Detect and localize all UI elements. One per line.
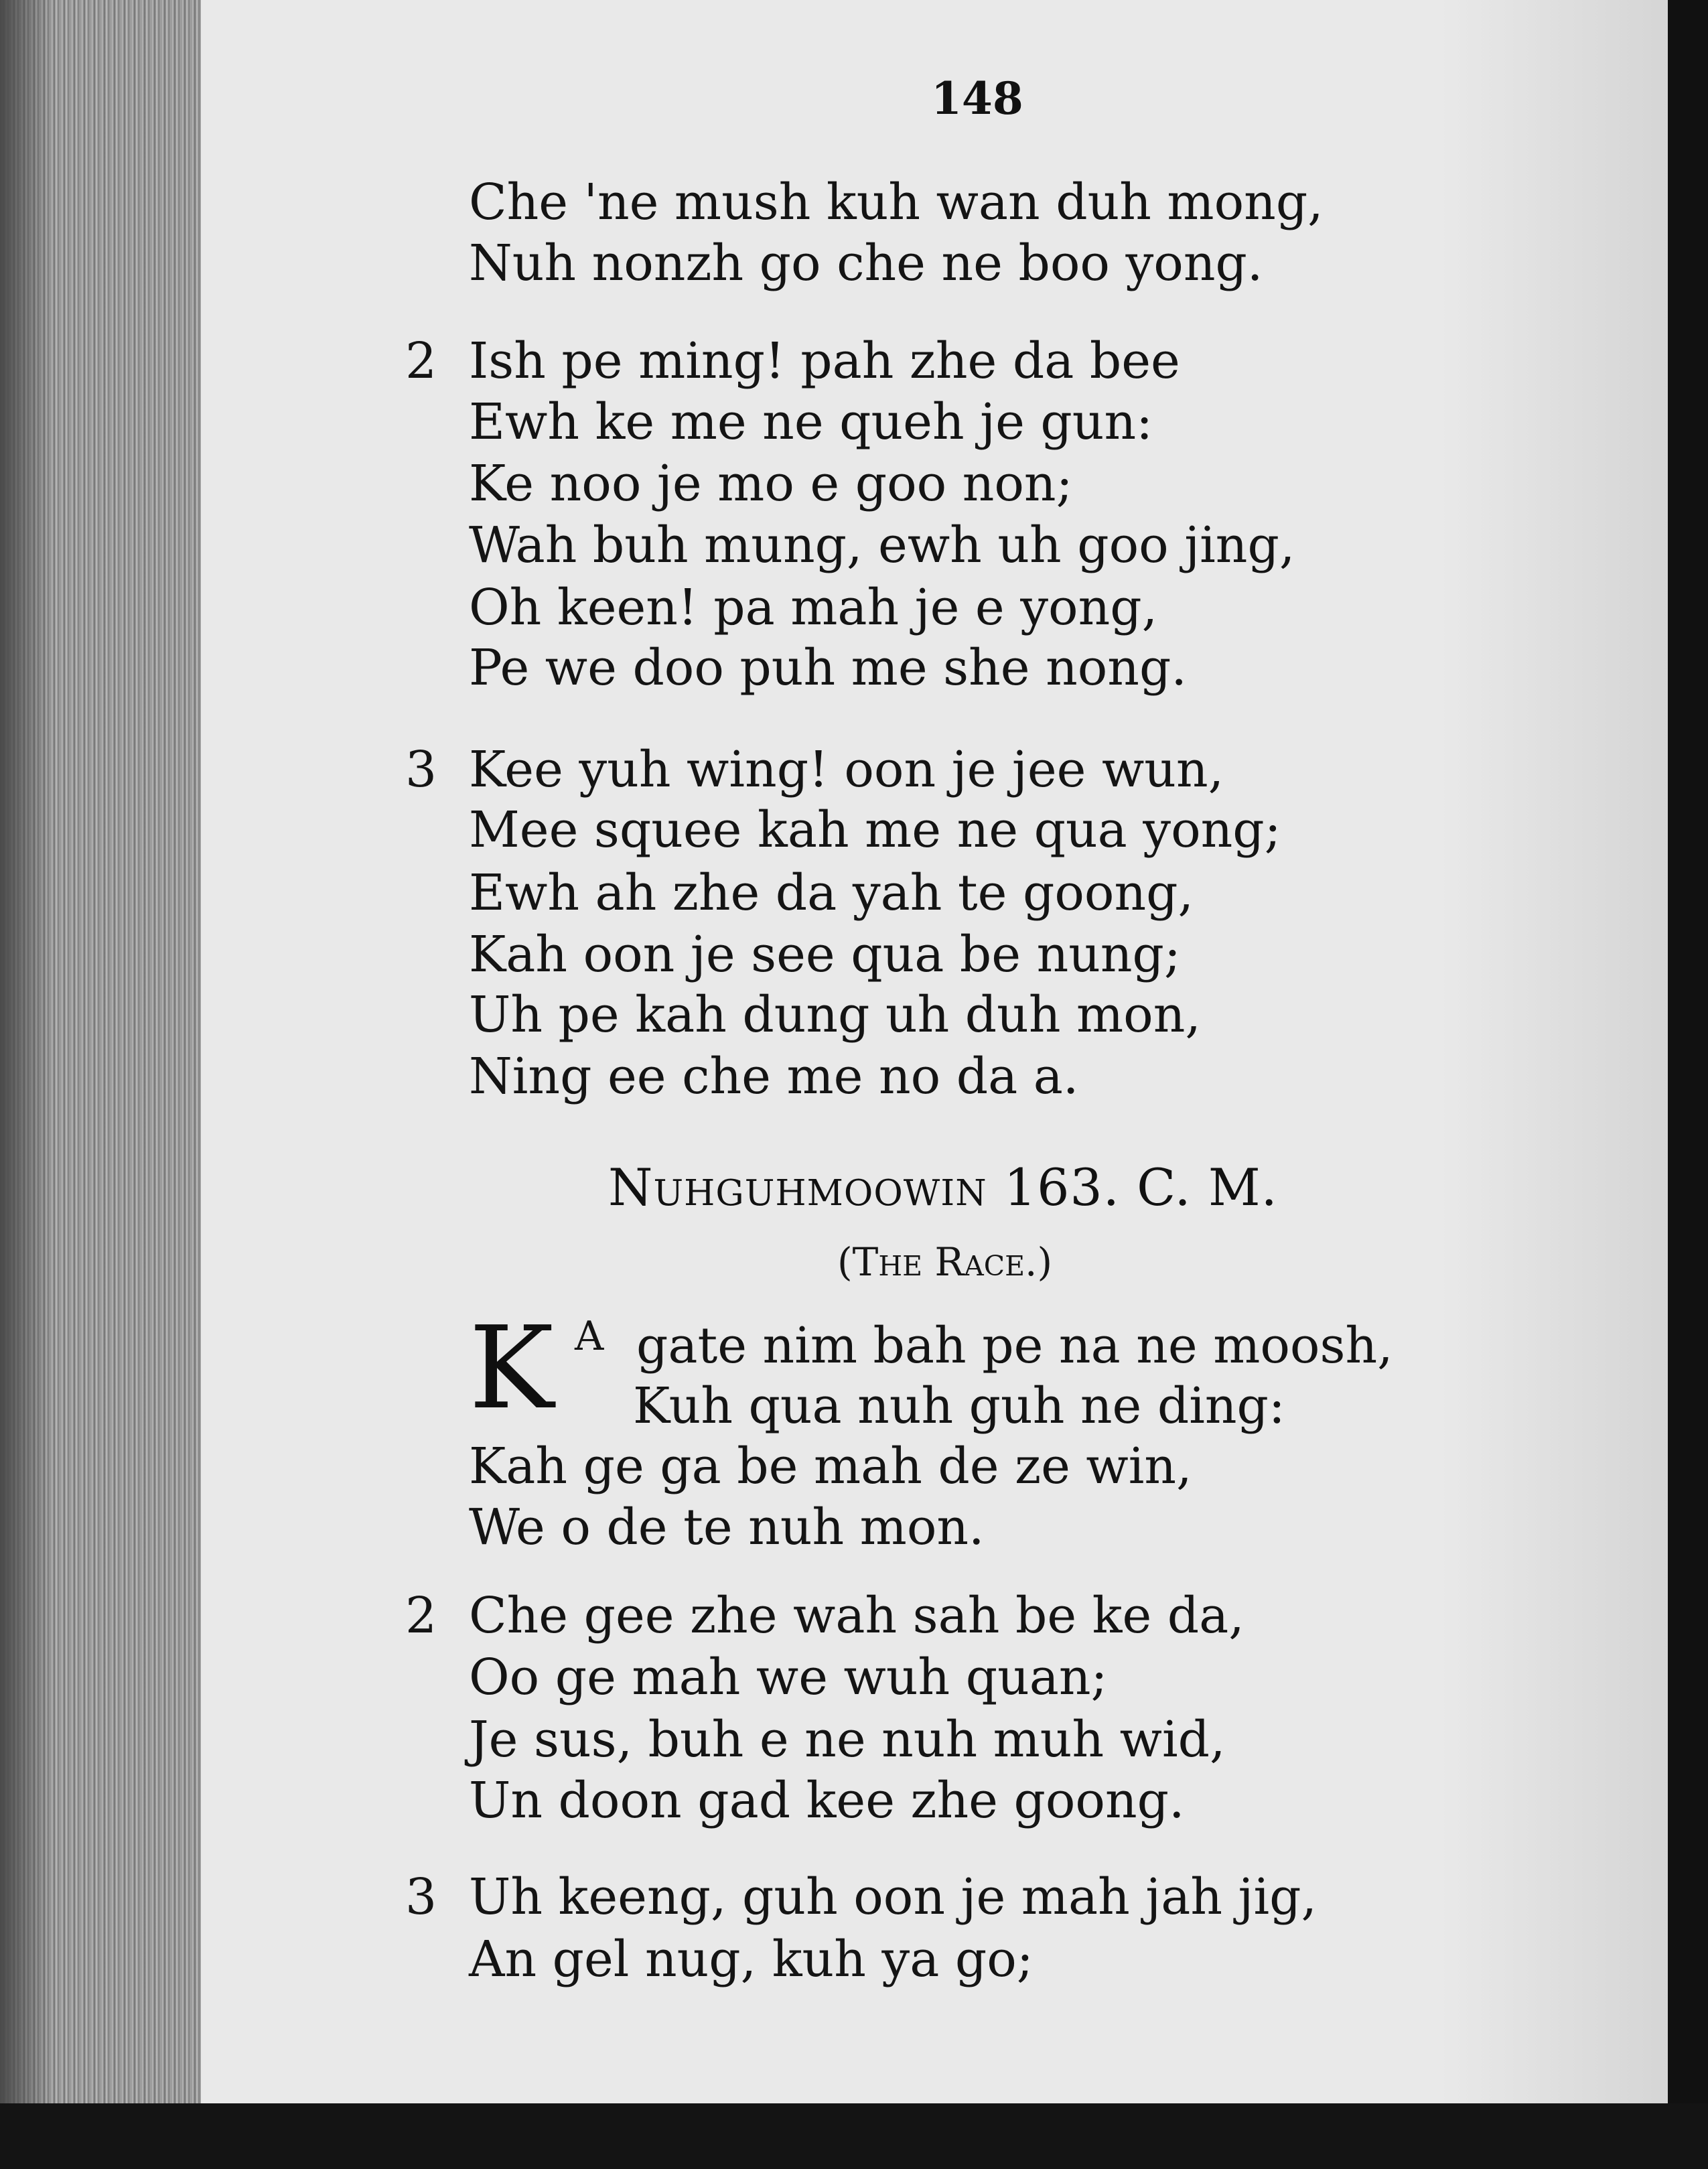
stanza-number: 2: [405, 332, 437, 390]
stanza-line: Pe we doo puh me she nong.: [469, 639, 1187, 697]
gutter-shadow: [0, 0, 54, 2169]
drop-cap: K: [469, 1302, 555, 1435]
verse-number: 2: [405, 1587, 437, 1645]
verse-line: An gel nug, kuh ya go;: [469, 1931, 1034, 1988]
stanza-line: Ning ee che me no da a.: [469, 1048, 1079, 1105]
stanza-line: Wah buh mung, ewh uh goo jing,: [469, 516, 1295, 574]
stanza-line: Mee squee kah me ne qua yong;: [469, 801, 1281, 859]
verse-line: We o de te nuh mon.: [469, 1498, 985, 1556]
stanza-line: Ke noo je mo e goo non;: [469, 455, 1073, 512]
verse-line: Kuh qua nuh guh ne ding:: [633, 1377, 1285, 1435]
verse-line: Oo ge mah we wuh quan;: [469, 1649, 1108, 1706]
stanza-line: Kee yuh wing! oon je jee wun,: [469, 741, 1224, 798]
stanza-line: Ewh ah zhe da yah te goong,: [469, 864, 1194, 922]
page-number: 148: [931, 72, 1023, 125]
show-through-shade: [1440, 0, 1668, 2103]
verse-line: Un doon gad kee zhe goong.: [469, 1772, 1185, 1829]
stanza-number: 3: [405, 741, 437, 798]
first-line-small-cap: A: [575, 1313, 604, 1360]
stanza-line: Ewh ke me ne queh je gun:: [469, 393, 1153, 451]
stanza-line: Kah oon je see qua be nung;: [469, 926, 1181, 983]
verse-line: Uh keeng, guh oon je mah jah jig,: [469, 1868, 1318, 1926]
verse-number: 3: [405, 1868, 437, 1926]
page-right-edge: [1668, 0, 1708, 2169]
stanza-line: Ish pe ming! pah zhe da bee: [469, 332, 1180, 390]
verse-line: Che gee zhe wah sah be ke da,: [469, 1587, 1244, 1645]
hymn-first-line: gate nim bah pe na ne moosh,: [636, 1317, 1393, 1375]
verse-line: Je sus, buh e ne nuh muh wid,: [469, 1711, 1226, 1768]
stanza-line: Che 'ne mush kuh wan duh mong,: [469, 173, 1324, 231]
stanza-line: Oh keen! pa mah je e yong,: [469, 579, 1158, 636]
stanza-line: Uh pe kah dung uh duh mon,: [469, 986, 1201, 1044]
hymn-heading: Nuhguhmoowin 163. C. M.: [608, 1158, 1278, 1217]
stanza-line: Nuh nonzh go che ne boo yong.: [469, 234, 1263, 292]
page-bottom-edge: [0, 2103, 1708, 2169]
verse-line: Kah ge ga be mah de ze win,: [469, 1438, 1192, 1495]
hymn-subheading: (The Race.): [837, 1239, 1053, 1285]
